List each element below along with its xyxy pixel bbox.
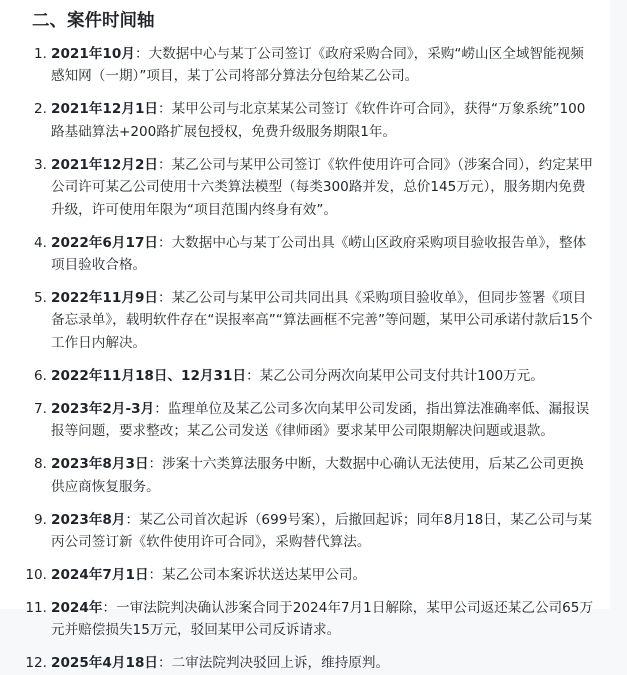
scrollbar-track[interactable] [610,0,627,609]
item-number: 12. [25,655,47,672]
timeline-item: 7. 2023年2月-3月：监理单位及某乙公司多次向某甲公司发函，指出算法准确率低、漏报误报等问题，要求整改；某乙公司发送《律师函》要求某甲公司限期解决问题或退款。 [32,398,596,443]
item-date: 2021年12月2日 [51,156,158,173]
item-number: 7. [34,400,47,417]
item-text: 某乙公司与某甲公司共同出具《采购项目验收单》，但同步签署《项目备忘录单》，载明软件存在“误报率高”“算法画框不完善”等问题，某甲公司承诺付款后15个工作日内解决。 [51,290,593,351]
item-text: 某乙公司本案诉状送达某甲公司。 [162,567,367,584]
item-number: 6. [34,367,47,384]
timeline-item: 8. 2023年8月3日：涉案十六类算法服务中断，大数据中心确认无法使用，后某乙公司更换供应商恢复服务。 [32,453,596,498]
item-number: 10. [25,567,47,584]
item-date: 2021年10月 [51,46,135,62]
timeline-list [25,43,596,675]
item-date: 2025年4月18日 [51,655,158,672]
timeline-item: 2. 2021年12月1日：某甲公司与北京某某公司签订《软件许可合同》，获得“万象系统”100路基础算法+200路扩展包授权，免费升级服务期限1年。 [32,98,596,143]
item-text: 某甲公司与北京某某公司签订《软件许可合同》，获得“万象系统”100路基础算法+200路扩展包授权，免费升级服务期限1年。 [51,101,586,140]
item-date: 2022年11月9日 [51,290,158,307]
item-text: 大数据中心与某丁公司签订《政府采购合同》，采购“崂山区全域智能视频感知网（一期）”项目，某丁公司将部分算法分包给某乙公司。 [51,46,584,85]
timeline-item: 9. 2023年8月：某乙公司首次起诉（699号案），后撤回起诉；同年8月18日，某乙公司与某丙公司签订新《软件使用许可合同》，采购替代算法。 [32,509,596,554]
timeline-item: 1. 2021年10月：大数据中心与某丁公司签订《政府采购合同》，采购“崂山区全域智能视频感知网（一期）”项目，某丁公司将部分算法分包给某乙公司。 [32,43,596,88]
item-text: 二审法院判决驳回上诉，维持原判。 [171,655,390,672]
item-date: 2022年6月17日 [51,234,158,251]
item-text: 某乙公司分两次向某甲公司支付共计100万元。 [259,367,544,384]
item-text: 监理单位及某乙公司多次向某甲公司发函，指出算法准确率低、漏报误报等问题，要求整改；某乙公司发送《律师函》要求某甲公司限期解决问题或退款。 [51,400,590,440]
timeline-item: 12. 2025年4月18日：二审法院判决驳回上诉，维持原判。 [32,652,596,674]
item-number: 8. [34,456,47,473]
item-number: 11. [25,600,47,617]
item-text: 大数据中心与某丁公司出具《崂山区政府采购项目验收报告单》，整体项目验收合格。 [51,234,587,274]
item-number: 1. [34,46,47,62]
item-text: 某乙公司首次起诉（699号案），后撤回起诉；同年8月18日，某乙公司与某丙公司签订新《软件使用许可合同》，采购替代算法。 [51,511,592,551]
item-date: 2024年7月1日 [51,567,149,584]
item-text: 涉案十六类算法服务中断，大数据中心确认无法使用，后某乙公司更换供应商恢复服务。 [51,456,584,495]
item-number: 5. [34,290,47,307]
timeline-item: 6. 2022年11月18日、12月31日：某乙公司分两次向某甲公司支付共计100万元。 [32,365,596,387]
item-date: 2021年12月1日 [51,101,158,118]
item-text: 某乙公司与某甲公司签订《软件使用许可合同》（涉案合同），约定某甲公司许可某乙公司使用十六类算法模型（每类300路并发，总价145万元），服务期内免费升级，许可使用年限为“项目范围内终身有效”。 [51,156,593,218]
item-date: 2022年11月18日、12月31日 [51,367,247,384]
timeline-item: 10. 2024年7月1日：某乙公司本案诉状送达某甲公司。 [32,564,596,586]
item-text: 一审法院判决确认涉案合同于2024年7月1日解除，某甲公司返还某乙公司65万元并赔偿损失15万元，驳回某甲公司反诉请求。 [51,600,594,639]
timeline-item: 3. 2021年12月2日：某乙公司与某甲公司签订《软件使用许可合同》（涉案合同），约定某甲公司许可某乙公司使用十六类算法模型（每类300路并发，总价145万元），服务期内免费升级，许可使用年限为“项目范围内终身有效”。 [32,154,596,221]
item-number: 4. [34,234,47,251]
item-number: 3. [34,156,47,173]
item-number: 2. [34,101,47,118]
item-date: 2023年8月3日 [51,456,149,473]
timeline-item: 11. 2024年：一审法院判决确认涉案合同于2024年7月1日解除，某甲公司返还某乙公司65万元并赔偿损失15万元，驳回某甲公司反诉请求。 [32,597,596,642]
timeline-item: 4. 2022年6月17日：大数据中心与某丁公司出具《崂山区政府采购项目验收报告单》，整体项目验收合格。 [32,232,596,277]
item-number: 9. [34,511,47,528]
item-date: 2024年 [51,600,103,617]
item-date: 2023年2月-3月 [51,400,155,417]
item-date: 2023年8月 [51,511,126,528]
timeline-item: 5. 2022年11月9日：某乙公司与某甲公司共同出具《采购项目验收单》，但同步签署《项目备忘录单》，载明软件存在“误报率高”“算法画框不完善”等问题，某甲公司承诺付款后15个工作日内解决。 [32,287,596,354]
section-title: 二、案件时间轴 [32,11,155,31]
